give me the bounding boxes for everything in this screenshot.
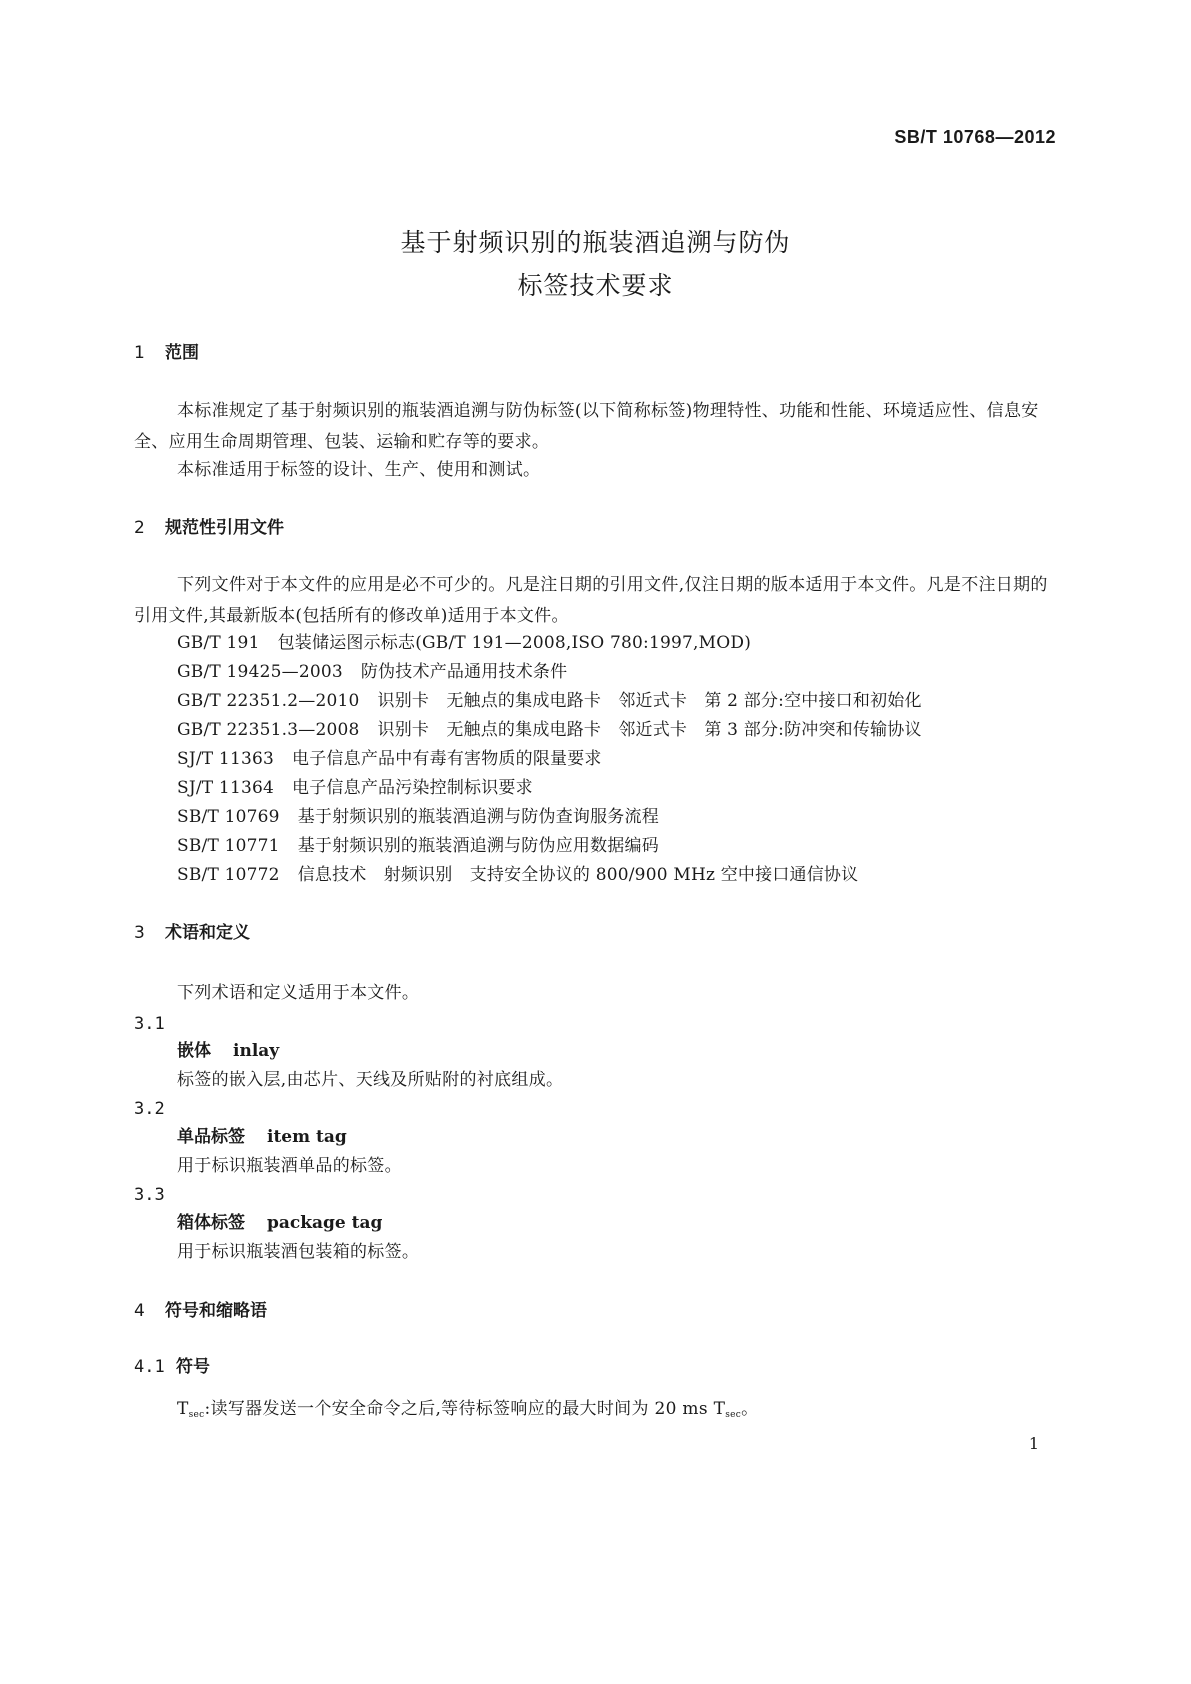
term-chinese: 箱体标签 [177, 1213, 245, 1233]
term-heading [177, 1125, 347, 1149]
reference-item [177, 689, 922, 713]
reference-item [177, 660, 567, 684]
section-3-heading [134, 921, 250, 945]
reference-code: GB/T 191 [177, 633, 260, 653]
term-chinese: 单品标签 [177, 1127, 245, 1147]
section-number: 4 [134, 1301, 145, 1321]
term-english: package tag [267, 1213, 383, 1233]
section-number: 3 [134, 923, 145, 943]
terms-intro: 下列术语和定义适用于本文件。 [177, 983, 420, 1003]
reference-code: GB/T 22351.3—2008 [177, 720, 360, 740]
symbol-text: :读写器发送一个安全命令之后,等待标签响应的最大时间为 20 ms [204, 1399, 708, 1419]
reference-title: 电子信息产品污染控制标识要求 [292, 778, 533, 798]
subsection-4-1-heading [134, 1355, 210, 1379]
reference-code: SB/T 10771 [177, 836, 280, 856]
section-title: 符号和缩略语 [165, 1301, 267, 1321]
section-title: 规范性引用文件 [165, 518, 284, 538]
term-number: 3.2 [134, 1099, 165, 1119]
section-title: 范围 [165, 343, 199, 363]
symbol-end-main: T [713, 1399, 726, 1419]
reference-code: GB/T 19425—2003 [177, 662, 343, 682]
subsection-title: 符号 [176, 1357, 210, 1377]
reference-title: 包装储运图示标志(GB/T 191—2008,ISO 780:1997,MOD) [277, 633, 752, 653]
scope-paragraph-2 [134, 455, 1058, 486]
reference-title: 信息技术 射频识别 支持安全协议的 800/900 MHz 空中接口通信协议 [297, 865, 859, 885]
term-english: item tag [267, 1127, 347, 1147]
references-intro-text: 下列文件对于本文件的应用是必不可少的。凡是注日期的引用文件,仅注日期的版本适用于本文件。凡是不注日期的引用文件,其最新版本(包括所有的修改单)适用于本文件。 [134, 575, 1048, 626]
term-heading [177, 1039, 279, 1063]
section-4-heading [134, 1299, 267, 1323]
reference-code: SJ/T 11364 [177, 778, 275, 798]
symbol-subscript: sec [188, 1410, 205, 1420]
reference-code: GB/T 22351.2—2010 [177, 691, 360, 711]
reference-title: 识别卡 无触点的集成电路卡 邻近式卡 第 2 部分:空中接口和初始化 [377, 691, 922, 711]
symbol-end: 。 [741, 1399, 759, 1419]
reference-item [177, 805, 659, 829]
term-definition: 用于标识瓶装酒包装箱的标签。 [177, 1242, 420, 1262]
reference-title: 基于射频识别的瓶装酒追溯与防伪查询服务流程 [297, 807, 659, 827]
symbol-end-subscript: sec [725, 1410, 742, 1420]
section-number: 2 [134, 518, 145, 538]
reference-code: SJ/T 11363 [177, 749, 275, 769]
document-title-line1: 基于射频识别的瓶装酒追溯与防伪 [400, 228, 791, 257]
term-number: 3.1 [134, 1014, 165, 1034]
reference-item [177, 834, 659, 858]
reference-title: 防伪技术产品通用技术条件 [360, 662, 568, 682]
standard-code: SB/T 10768—2012 [894, 127, 1056, 147]
document-title-line2: 标签技术要求 [517, 271, 674, 300]
scope-text-2: 本标准适用于标签的设计、生产、使用和测试。 [177, 460, 541, 480]
references-intro [134, 570, 1058, 632]
section-1-heading [134, 341, 199, 365]
term-number: 3.3 [134, 1185, 165, 1205]
scope-text-1: 本标准规定了基于射频识别的瓶装酒追溯与防伪标签(以下简称标签)物理特性、功能和性能、环境适应性、信息安全、应用生命周期管理、包装、运输和贮存等的要求。 [134, 401, 1039, 452]
term-definition: 标签的嵌入层,由芯片、天线及所贴附的衬底组成。 [177, 1070, 564, 1090]
reference-item [177, 631, 751, 655]
term-chinese: 嵌体 [177, 1041, 211, 1061]
term-heading [177, 1211, 382, 1235]
reference-item [177, 776, 533, 800]
symbol-definition [177, 1397, 758, 1427]
reference-code: SB/T 10772 [177, 865, 280, 885]
reference-title: 基于射频识别的瓶装酒追溯与防伪应用数据编码 [297, 836, 659, 856]
reference-item [177, 718, 922, 742]
reference-item [177, 747, 602, 771]
section-number: 1 [134, 343, 145, 363]
reference-item [177, 863, 858, 887]
term-definition: 用于标识瓶装酒单品的标签。 [177, 1156, 402, 1176]
reference-title: 识别卡 无触点的集成电路卡 邻近式卡 第 3 部分:防冲突和传输协议 [377, 720, 922, 740]
scope-paragraph-1 [134, 396, 1058, 458]
symbol-main: T [177, 1399, 189, 1419]
reference-title: 电子信息产品中有毒有害物质的限量要求 [292, 749, 602, 769]
section-2-heading [134, 516, 284, 540]
section-title: 术语和定义 [165, 923, 250, 943]
reference-code: SB/T 10769 [177, 807, 280, 827]
page-number: 1 [1028, 1434, 1039, 1453]
subsection-number: 4.1 [134, 1357, 165, 1377]
term-english: inlay [233, 1041, 280, 1061]
